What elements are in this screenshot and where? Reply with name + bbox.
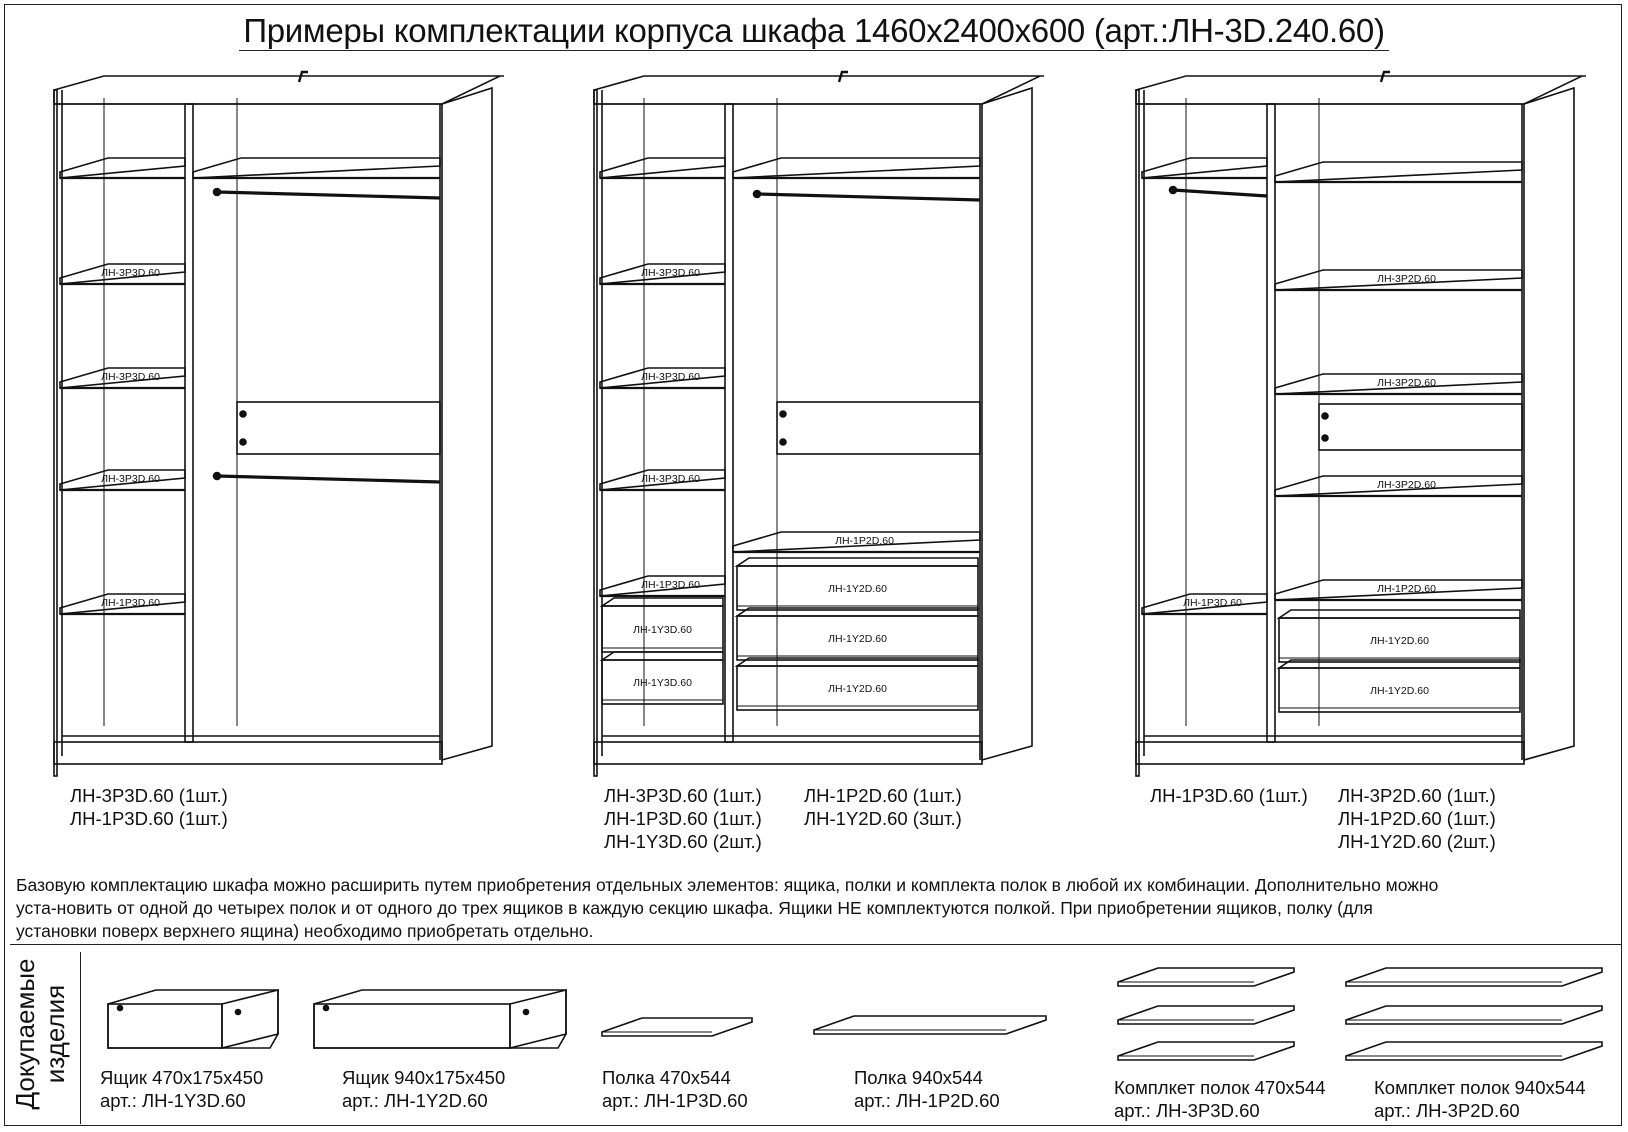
top-panel [1136, 76, 1586, 104]
left-panel [54, 90, 57, 776]
hanger-notch-icon [839, 72, 848, 82]
drawer-top [737, 558, 978, 566]
product-caption [602, 1066, 748, 1112]
top-panel [594, 76, 1044, 104]
drawer-code-label: ЛН-1Y2D.60 [1370, 685, 1429, 697]
product-shelf-set-470 [1118, 1006, 1294, 1024]
product-caption [1374, 1076, 1586, 1122]
screw-icon [780, 439, 786, 445]
drawer-code-label: ЛН-1Y2D.60 [828, 683, 887, 695]
part-code-label: ЛН-3Р3D.60 [101, 473, 160, 485]
center-divider [185, 104, 193, 742]
product-caption [854, 1066, 1000, 1112]
part-code-label: ЛН-3Р2D.60 [1377, 479, 1436, 491]
part-code-label: ЛН-1Р2D.60 [835, 535, 894, 547]
left-panel [594, 90, 597, 776]
screw-icon [324, 1006, 329, 1011]
drawer-front [314, 1004, 510, 1048]
drawer-top [1279, 610, 1520, 618]
back-panel-insert [237, 402, 440, 454]
legend-line: ЛН-1Y3D.60 (2шт.) [604, 831, 762, 852]
wardrobe-3 [1136, 72, 1586, 776]
product-art: арт.: ЛН-1Y2D.60 [342, 1090, 488, 1111]
drawer-code-label: ЛН-1Y3D.60 [633, 624, 692, 636]
part-code-label: ЛН-3Р3D.60 [641, 267, 700, 279]
drawer-top [602, 598, 723, 606]
center-divider [1267, 104, 1275, 742]
shelf-board [1346, 1006, 1602, 1024]
left-panel [1136, 90, 1139, 776]
wardrobe-2 [594, 72, 1044, 776]
part-code-label: ЛН-3Р3D.60 [101, 371, 160, 383]
product-name: Полка 940х544 [854, 1067, 983, 1088]
screw-icon [1322, 435, 1328, 441]
part-code-label: ЛН-1Р3D.60 [1183, 597, 1242, 609]
part-code-label: ЛН-3Р2D.60 [1377, 377, 1436, 389]
drawer-code-label: ЛН-1Y3D.60 [633, 677, 692, 689]
product-art: арт.: ЛН-3Р3D.60 [1114, 1100, 1260, 1121]
screw-icon [240, 439, 246, 445]
shelf [1275, 162, 1522, 182]
back-panel-insert [1319, 404, 1522, 450]
legend-w3-right [1338, 784, 1496, 853]
plinth [54, 742, 442, 764]
product-name: Полка 470х544 [602, 1067, 731, 1088]
drawer-code-label: ЛН-1Y2D.60 [828, 583, 887, 595]
shelf-board [1346, 1042, 1602, 1060]
product-art: арт.: ЛН-1Р2D.60 [854, 1090, 1000, 1111]
drawer-side [510, 990, 566, 1048]
shelf-board [1346, 968, 1602, 986]
shelf [193, 158, 440, 178]
product-caption [100, 1066, 263, 1112]
screw-icon [236, 1010, 241, 1015]
product-name: Ящик 940х175х450 [342, 1067, 506, 1088]
rod-bracket [214, 189, 221, 196]
description-note: Базовую комплектацию шкафа можно расширить путем приобретения отдельных элементов: ящика, полки и комплекта полок в любой их комбинации. Дополнительно можно уста-новить от одной до четырех полок и от одного до трех ящиков в каждую секцию шкафа. Ящики НЕ комплектуются полкой. При приобретении ящиков, полку (для установки поверх верхнего ящина) необходимо приобретать отдельно. [16, 875, 1439, 941]
part-code-label: ЛН-1Р3D.60 [101, 597, 160, 609]
product-art: арт.: ЛН-3Р2D.60 [1374, 1100, 1520, 1121]
legend-line: ЛН-3Р3D.60 (1шт.) [604, 785, 762, 806]
legend-line: ЛН-1Р3D.60 (1шт.) [70, 808, 228, 829]
hanging-rod [217, 192, 440, 198]
shelf [1142, 158, 1267, 178]
drawer-top [602, 652, 723, 660]
product-drawer-470 [108, 990, 278, 1048]
screw-icon [524, 1010, 529, 1015]
plinth [1136, 742, 1524, 764]
shelf-board [814, 1016, 1046, 1034]
shelf-board [1118, 968, 1294, 986]
side-label: Докупаемые изделия [10, 958, 70, 1110]
side-divider [80, 952, 81, 1124]
product-shelf-940 [814, 1016, 1046, 1034]
product-shelf-set-470 [1118, 1042, 1294, 1060]
hanger-notch-icon [299, 72, 308, 82]
legend-w1-left [70, 784, 228, 830]
legend-line: ЛН-1Р3D.60 (1шт.) [1150, 785, 1308, 806]
drawer-code-label: ЛН-1Y2D.60 [1370, 635, 1429, 647]
right-side-panel [982, 88, 1032, 760]
legend-line: ЛН-1Y2D.60 (3шт.) [804, 808, 962, 829]
product-caption [1114, 1076, 1326, 1122]
rod-bracket [1170, 187, 1177, 194]
product-caption [342, 1066, 505, 1112]
right-side-panel [442, 88, 492, 760]
shelf-board [1118, 1006, 1294, 1024]
shelf [600, 158, 725, 178]
part-code-label: ЛН-3Р3D.60 [641, 473, 700, 485]
hanging-rod [217, 476, 440, 482]
shelf-board [602, 1018, 752, 1036]
legend-w3-left [1150, 784, 1308, 807]
product-shelf-set-940 [1346, 1006, 1602, 1024]
back-panel-insert [777, 402, 980, 454]
product-name: Ящик 470х175х450 [100, 1067, 264, 1088]
legend-line: ЛН-1Р3D.60 (1шт.) [604, 808, 762, 829]
screw-icon [1322, 413, 1328, 419]
screw-icon [240, 411, 246, 417]
legend-line: ЛН-1Y2D.60 (2шт.) [1338, 831, 1496, 852]
legend-line: ЛН-3Р3D.60 (1шт.) [70, 785, 228, 806]
legend-line: ЛН-1Р2D.60 (1шт.) [804, 785, 962, 806]
product-name: Комплкет полок 470х544 [1114, 1077, 1326, 1098]
drawer-front [108, 1004, 222, 1048]
center-divider [725, 104, 733, 742]
part-code-label: ЛН-1Р2D.60 [1377, 583, 1436, 595]
drawer-code-label: ЛН-1Y2D.60 [828, 633, 887, 645]
part-code-label: ЛН-3Р3D.60 [101, 267, 160, 279]
product-shelf-470 [602, 1018, 752, 1036]
rod-bracket [214, 473, 221, 480]
section-divider [10, 944, 1622, 945]
right-side-panel [1524, 88, 1574, 760]
part-code-label: ЛН-3Р3D.60 [641, 371, 700, 383]
product-drawer-940 [314, 990, 566, 1048]
legend-line: ЛН-1Р2D.60 (1шт.) [1338, 808, 1496, 829]
product-shelf-set-470 [1118, 968, 1294, 986]
legend-w2-right [804, 784, 962, 830]
part-code-label: ЛН-1Р3D.60 [641, 579, 700, 591]
legend-w2-left [604, 784, 762, 853]
product-name: Комплкет полок 940х544 [1374, 1077, 1586, 1098]
product-art: арт.: ЛН-1Y3D.60 [100, 1090, 246, 1111]
shelf-board [1118, 1042, 1294, 1060]
shelf [733, 158, 980, 178]
drawer-side [222, 990, 278, 1048]
page-title: Примеры комплектации корпуса шкафа 1460х2400х600 (арт.:ЛН-3D.240.60) [0, 12, 1628, 50]
screw-icon [118, 1006, 123, 1011]
plinth [594, 742, 982, 764]
product-art: арт.: ЛН-1Р3D.60 [602, 1090, 748, 1111]
screw-icon [780, 411, 786, 417]
drawer-box [108, 990, 278, 1048]
hanging-rod [1173, 190, 1267, 196]
shelf [60, 158, 185, 178]
wardrobe-1 [54, 72, 504, 776]
rod-bracket [754, 191, 761, 198]
legend-line: ЛН-3Р2D.60 (1шт.) [1338, 785, 1496, 806]
hanging-rod [757, 194, 980, 200]
hanger-notch-icon [1381, 72, 1390, 82]
part-code-label: ЛН-3Р2D.60 [1377, 273, 1436, 285]
top-panel [54, 76, 504, 104]
product-shelf-set-940 [1346, 968, 1602, 986]
product-shelf-set-940 [1346, 1042, 1602, 1060]
